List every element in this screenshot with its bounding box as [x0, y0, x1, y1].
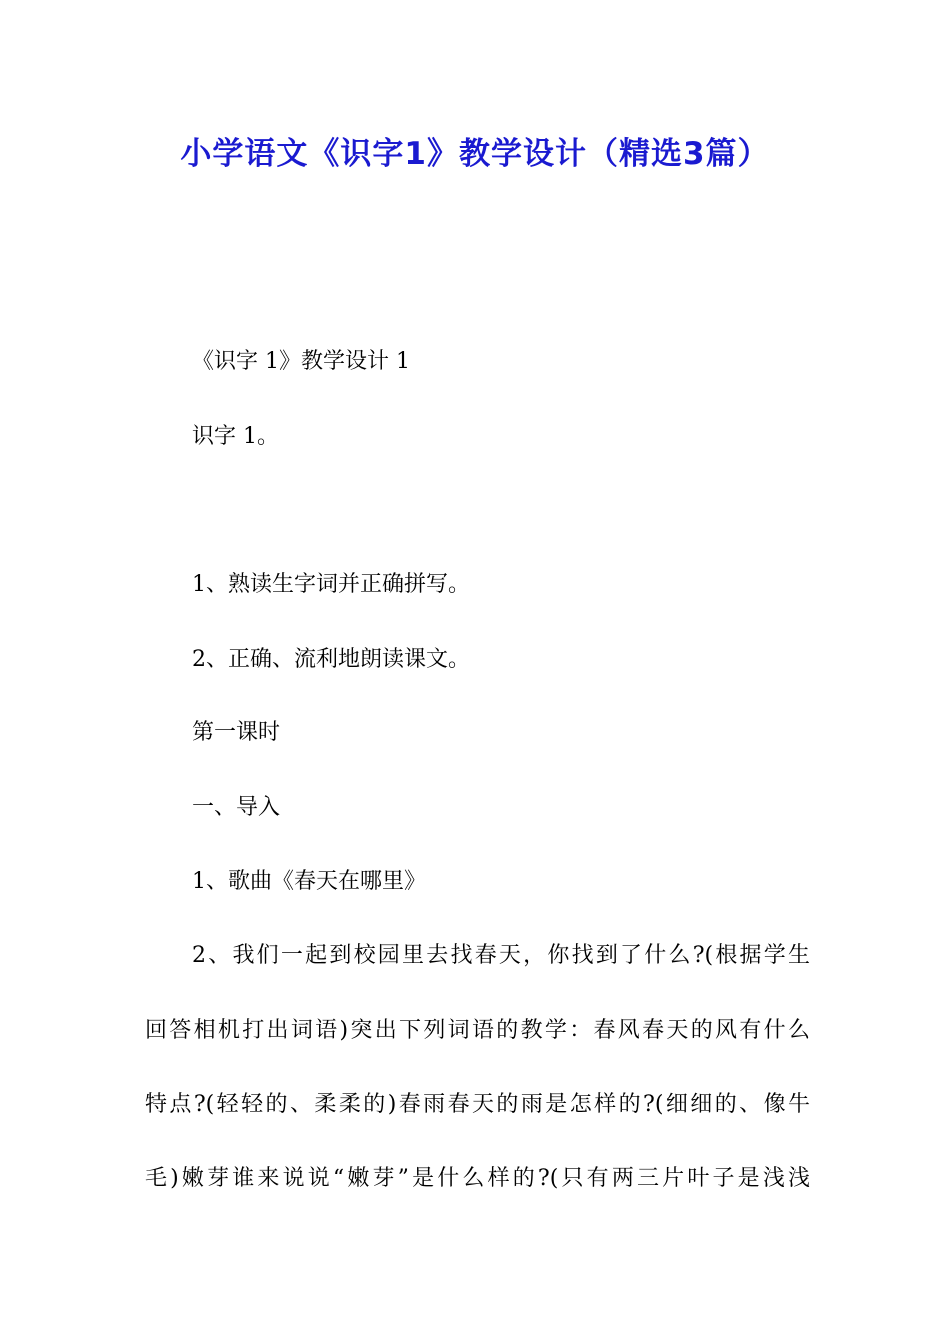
paragraph-line-2: 回答相机打出词语)突出下列词语的教学：春风春天的风有什么	[145, 1018, 810, 1043]
paragraph-first-period: 第一课时	[192, 720, 281, 745]
paragraph-goal-1: 1、熟读生字词并正确拼写。	[192, 572, 470, 597]
paragraph-song: 1、歌曲《春天在哪里》	[192, 869, 426, 894]
paragraph-section-intro: 一、导入	[192, 795, 281, 820]
paragraph-line-3: 特点?(轻轻的、柔柔的)春雨春天的雨是怎样的?(细细的、像牛	[145, 1092, 810, 1117]
paragraph-lesson-name: 识字 1。	[192, 424, 279, 449]
paragraph-goal-2: 2、正确、流利地朗读课文。	[192, 647, 470, 672]
paragraph-design-heading: 《识字 1》教学设计 1	[192, 349, 410, 374]
paragraph-line-1: 2、我们一起到校园里去找春天，你找到了什么?(根据学生	[192, 943, 810, 968]
paragraph-line-4: 毛)嫩芽谁来说说“嫩芽”是什么样的?(只有两三片叶子是浅浅	[145, 1166, 810, 1191]
document-title: 小学语文《识字1》教学设计（精选3篇）	[180, 136, 770, 172]
